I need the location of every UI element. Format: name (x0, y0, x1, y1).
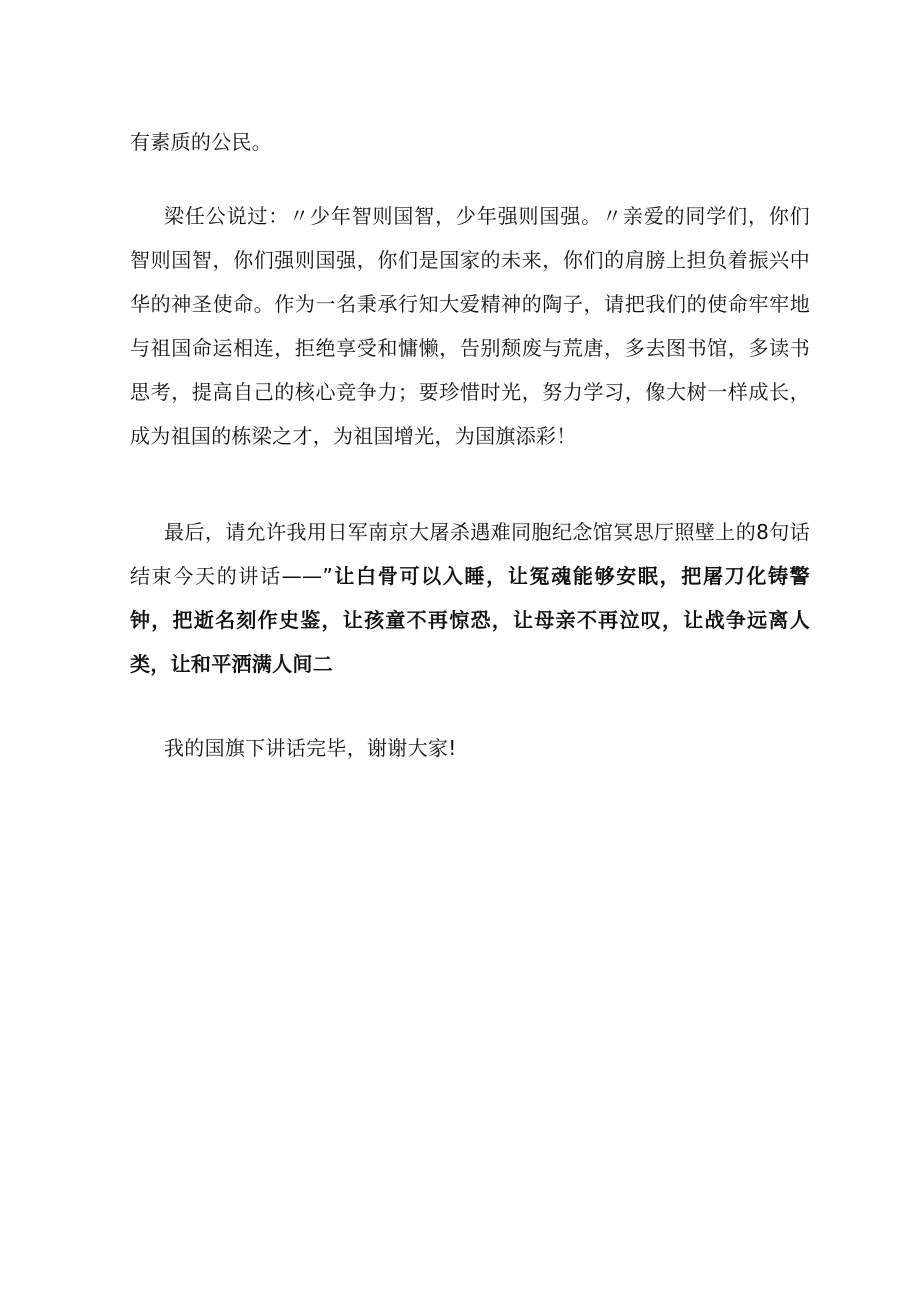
paragraph-liang-quote: 梁任公说过：〃少年智则国智，少年强则国强。〃亲爱的同学们，你们智则国智，你们强则国强，你们是国家的未来，你们的肩膀上担负着振兴中华的神圣使命。作为一名秉承行知大爱精神的陶子，请把我们的使命牢牢地与祖国命运相连，拒绝享受和慵懒，告别颓废与荒唐，多去图书馆，多读书思考，提高自己的核心竞争力；要珍惜时光，努力学习，像大树一样成长，成为祖国的栋梁之才，为祖国增光，为国旗添彩！ (130, 204, 810, 448)
paragraph-final-words (130, 510, 810, 686)
paragraph-thanks: 我的国旗下讲话完毕，谢谢大家! (164, 736, 457, 760)
final-words-memorial-quote: 让白骨可以入睡，让冤魂能够安眠，把屠刀化铸警钟，把逝名刻作史鉴，让孩童不再惊恐，让母亲不再泣叹，让战争远离人类，让和平洒满人间二 (130, 564, 810, 676)
paragraph-closing-line: 有素质的公民。 (130, 130, 273, 154)
final-words-intro: 最后，请允许我用日军南京大屠杀遇难同胞纪念馆冥思厅照壁上的8句话结束今天的讲话——” (130, 520, 810, 588)
